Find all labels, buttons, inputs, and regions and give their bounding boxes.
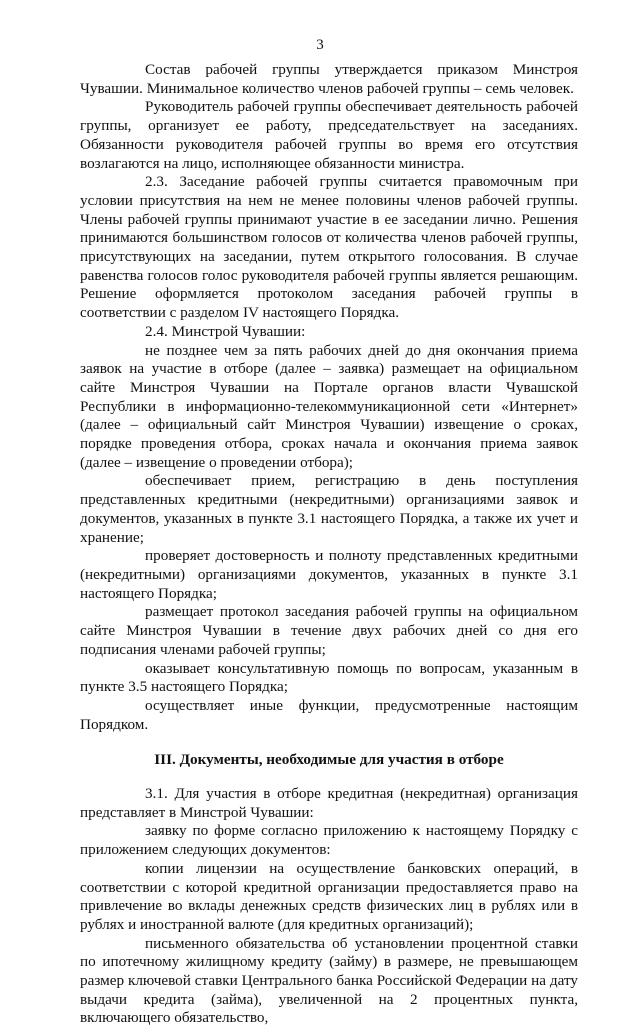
paragraph: обеспечивает прием, регистрацию в день поступления представленных кредитными (некредитными) организациями заявок и документов, указанных в пункте 3.1 настоящего Порядка, а также их учет и хранение;	[80, 472, 578, 546]
document-body	[80, 61, 578, 1028]
paragraph: заявку по форме согласно приложению к настоящему Порядку с приложением следующих документов:	[80, 822, 578, 859]
paragraph: 2.3. Заседание рабочей группы считается правомочным при условии присутствия на нем не менее половины членов рабочей группы. Члены рабочей группы принимают участие в ее заседании лично. Решения принимаются большинством голосов от количества членов рабочей группы, присутствующих на заседании, путем открытого голосования. В случае равенства голосов голос руководителя рабочей группы является решающим. Решение оформляется протоколом заседания рабочей группы в соответствии с разделом IV настоящего Порядка.	[80, 173, 578, 322]
paragraph: Состав рабочей группы утверждается приказом Минстроя Чувашии. Минимальное количество членов рабочей группы – семь человек.	[80, 61, 578, 97]
paragraph: копии лицензии на осуществление банковских операций, в соответствии с которой кредитной организации предоставляется право на привлечение во вклады денежных средств физических лиц в рублях или в рублях и иностранной валюте (для кредитных организаций);	[80, 859, 578, 933]
paragraph: оказывает консультативную помощь по вопросам, указанным в пункте 3.5 настоящего Порядка;	[80, 659, 578, 696]
paragraph: не позднее чем за пять рабочих дней до дня окончания приема заявок на участие в отборе (далее – заявка) размещает на официальном сайте Минстроя Чувашии на Портале органов власти Чувашской Республики в информационно-телекоммуникационной сети «Интернет» (далее – официальный сайт Минстроя Чувашии) извещение о сроках, порядке проведения отбора, сроках начала и окончания приема заявок (далее – извещение о проведении отбора);	[80, 341, 578, 471]
paragraph: 2.4. Минстрой Чувашии:	[145, 322, 306, 340]
paragraph: размещает протокол заседания рабочей группы на официальном сайте Минстроя Чувашии в течение двух рабочих дней со дня его подписания членами рабочей группы;	[80, 603, 578, 658]
paragraph: проверяет достоверность и полноту представленных кредитными (некредитными) организациями документов, указанных в пункте 3.1 настоящего Порядка;	[80, 547, 578, 602]
paragraph: Руководитель рабочей группы обеспечивает деятельность рабочей группы, организует ее работу, председательствует на заседаниях. Обязанности руководителя рабочей группы во время его отсутствия возлагаются на лицо, исполняющее обязанности министра.	[80, 98, 578, 172]
section-heading: III. Документы, необходимые для участия в отборе	[154, 751, 504, 769]
page-number: 3	[316, 37, 324, 53]
paragraph: письменного обязательства об установлении процентной ставки по ипотечному жилищному кредиту (займу) в размере, не превышающем размер ключевой ставки Центрального банка Российской Федерации на дату выдачи кредита (займа), увеличенной на 2 процентных пункта, включающего обязательство,	[80, 934, 578, 1027]
paragraph: 3.1. Для участия в отборе кредитная (некредитная) организация представляет в Минстрой Чувашии:	[80, 785, 578, 821]
paragraph: осуществляет иные функции, предусмотренные настоящим Порядком.	[80, 696, 578, 733]
